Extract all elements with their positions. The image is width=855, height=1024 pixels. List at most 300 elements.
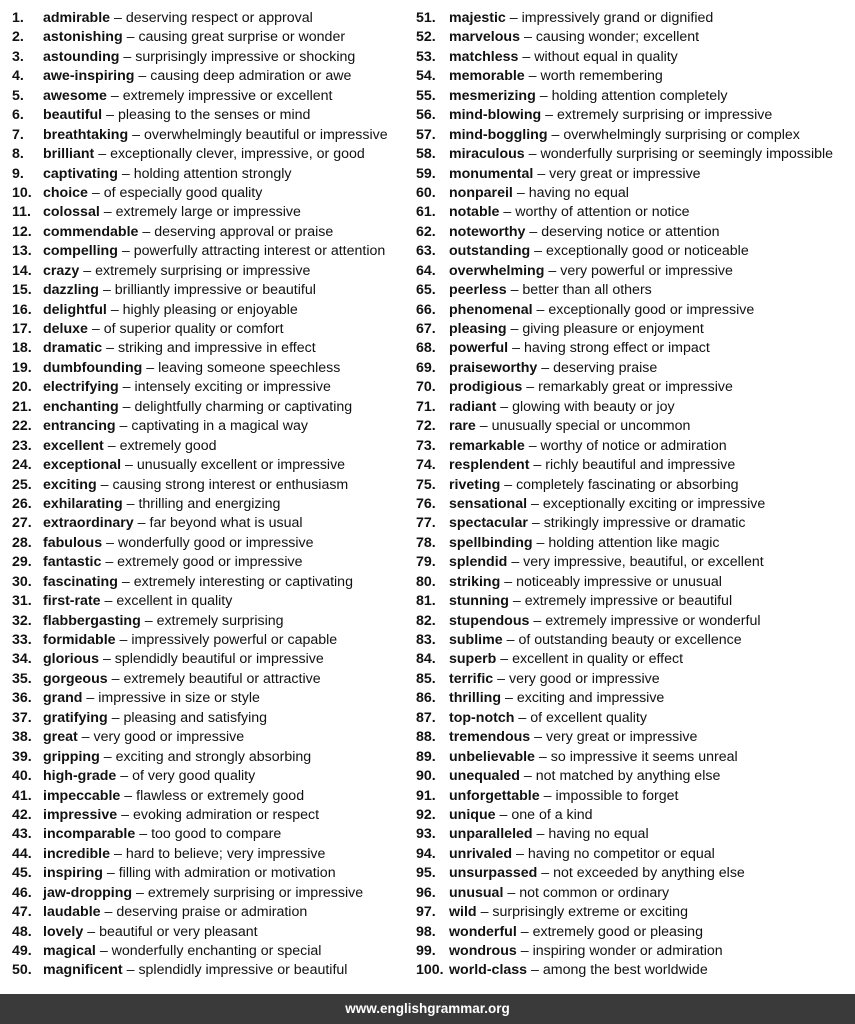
item-word: high-grade: [43, 768, 117, 785]
item-number: 52.: [416, 29, 436, 46]
item-definition: very great or impressive: [549, 165, 701, 182]
list-item: [416, 67, 852, 86]
item-word: inspiring: [43, 865, 103, 882]
item-separator: –: [504, 573, 513, 590]
list-item: [12, 417, 422, 436]
item-word: miraculous: [449, 146, 525, 163]
item-word: exciting: [43, 476, 97, 493]
item-definition: very impressive, beautiful, or excellent: [523, 554, 764, 571]
item-word: unforgettable: [449, 787, 540, 804]
item-separator: –: [121, 243, 130, 260]
item-word: fascinating: [43, 573, 118, 590]
list-item: [12, 378, 422, 397]
item-word: gorgeous: [43, 670, 108, 687]
item-separator: –: [103, 748, 112, 765]
list-item: [416, 612, 852, 631]
item-definition: having no equal: [548, 826, 649, 843]
item-separator: –: [138, 68, 147, 85]
list-item: [416, 689, 852, 708]
list-item: [12, 106, 422, 125]
item-word: captivating: [43, 165, 118, 182]
item-separator: –: [528, 146, 537, 163]
list-item: [416, 184, 852, 203]
list-item: [12, 767, 422, 786]
item-word: awe-inspiring: [43, 68, 135, 85]
item-number: 11.: [12, 204, 31, 221]
list-item: [416, 825, 852, 844]
item-definition: extremely good or impressive: [117, 554, 303, 571]
item-number: 98.: [416, 923, 436, 940]
item-separator: –: [81, 729, 90, 746]
list-item: [416, 534, 852, 553]
item-number: 28.: [12, 534, 32, 551]
item-word: world-class: [449, 962, 528, 979]
list-item: [416, 864, 852, 883]
item-separator: –: [106, 107, 114, 124]
item-separator: –: [126, 962, 135, 979]
item-number: 62.: [416, 223, 436, 240]
item-definition: intensely exciting or impressive: [134, 379, 331, 396]
item-definition: very great or impressive: [546, 729, 698, 746]
list-item: [416, 106, 852, 125]
item-number: 58.: [416, 146, 436, 163]
item-separator: –: [100, 476, 109, 493]
item-word: entrancing: [43, 418, 116, 435]
list-item: [12, 864, 422, 883]
item-number: 99.: [416, 943, 436, 959]
item-separator: –: [511, 554, 520, 571]
item-number: 97.: [416, 904, 436, 921]
list-item: [416, 48, 852, 67]
item-number: 17.: [12, 321, 32, 337]
item-definition: holding attention completely: [551, 87, 728, 104]
item-word: magical: [43, 943, 96, 959]
item-separator: –: [512, 340, 520, 357]
item-separator: –: [99, 943, 108, 959]
list-item: [12, 281, 422, 300]
item-word: wild: [449, 904, 477, 921]
item-definition: causing deep admiration or awe: [150, 68, 352, 85]
list-item: [416, 553, 852, 572]
item-separator: –: [91, 321, 100, 337]
item-number: 20.: [12, 379, 32, 396]
item-definition: extremely good: [119, 437, 217, 454]
list-item: [416, 437, 852, 456]
item-separator: –: [144, 612, 153, 629]
list-item: [12, 553, 422, 572]
item-definition: deserving approval or praise: [154, 223, 334, 240]
item-separator: –: [507, 884, 516, 901]
item-number: 67.: [416, 321, 436, 337]
item-separator: –: [86, 690, 95, 707]
item-word: compelling: [43, 243, 118, 260]
item-definition: extremely good or pleasing: [532, 923, 703, 940]
item-number: 2.: [12, 29, 24, 46]
item-number: 89.: [416, 748, 436, 765]
item-number: 27.: [12, 515, 32, 532]
item-separator: –: [126, 29, 135, 46]
list-item: [416, 787, 852, 806]
item-separator: –: [528, 68, 537, 85]
item-word: delightful: [43, 301, 107, 318]
item-number: 55.: [416, 87, 436, 104]
list-item: [12, 456, 422, 475]
item-number: 83.: [416, 632, 436, 648]
item-definition: so impressive it seems unreal: [550, 748, 738, 765]
item-definition: better than all others: [522, 282, 652, 299]
item-number: 13.: [12, 243, 32, 260]
list-item: [416, 961, 852, 980]
item-definition: evoking admiration or respect: [132, 806, 320, 823]
item-number: 77.: [416, 515, 436, 532]
item-definition: extremely impressive or wonderful: [545, 612, 761, 629]
item-number: 47.: [12, 904, 32, 921]
item-separator: –: [523, 768, 532, 785]
item-definition: worth remembering: [540, 68, 663, 85]
item-definition: remarkably great or impressive: [538, 379, 733, 396]
item-word: unique: [449, 806, 496, 823]
item-word: monumental: [449, 165, 534, 182]
list-item: [416, 28, 852, 47]
item-word: astonishing: [43, 29, 123, 46]
item-definition: deserving respect or approval: [125, 10, 313, 26]
item-number: 84.: [416, 651, 436, 668]
item-separator: –: [528, 437, 537, 454]
item-definition: exceptionally good or noticeable: [546, 243, 749, 260]
list-item: [416, 631, 852, 650]
item-word: extraordinary: [43, 515, 134, 532]
item-number: 30.: [12, 573, 32, 590]
item-number: 8.: [12, 146, 24, 163]
item-word: striking: [449, 573, 501, 590]
item-number: 7.: [12, 126, 24, 143]
item-number: 81.: [416, 593, 436, 610]
item-definition: extremely beautiful or attractive: [123, 670, 321, 687]
item-word: crazy: [43, 262, 80, 279]
item-separator: –: [520, 943, 529, 959]
item-definition: not exceeded by anything else: [553, 865, 745, 882]
item-number: 53.: [416, 48, 436, 65]
list-item: [12, 359, 422, 378]
item-separator: –: [98, 146, 107, 163]
item-separator: –: [110, 87, 119, 104]
item-definition: holding attention strongly: [133, 165, 292, 182]
item-separator: –: [531, 515, 540, 532]
item-definition: extremely impressive or beautiful: [524, 593, 733, 610]
item-word: brilliant: [43, 146, 95, 163]
item-definition: too good to compare: [151, 826, 282, 843]
item-number: 59.: [416, 165, 436, 182]
item-word: excellent: [43, 437, 104, 454]
item-word: notable: [449, 204, 500, 221]
list-item: [12, 650, 422, 669]
item-number: 6.: [12, 107, 24, 124]
item-word: exceptional: [43, 457, 122, 474]
item-separator: –: [83, 262, 92, 279]
item-separator: –: [504, 476, 513, 493]
list-item: [12, 9, 422, 28]
item-number: 96.: [416, 884, 436, 901]
item-number: 35.: [12, 670, 32, 687]
item-number: 4.: [12, 68, 24, 85]
list-item: [416, 165, 852, 184]
item-word: incredible: [43, 845, 111, 862]
list-item: [416, 573, 852, 592]
item-separator: –: [102, 282, 111, 299]
item-definition: surprisingly extreme or exciting: [492, 904, 688, 921]
item-separator: –: [545, 107, 554, 124]
item-definition: extremely surprising or impressive: [557, 107, 773, 124]
item-separator: –: [500, 398, 509, 415]
item-number: 50.: [12, 962, 32, 979]
list-item: [416, 709, 852, 728]
item-number: 24.: [12, 457, 32, 474]
item-separator: –: [529, 223, 538, 240]
item-separator: –: [125, 457, 133, 474]
item-number: 92.: [416, 806, 436, 823]
item-separator: –: [509, 10, 518, 26]
list-item: [416, 320, 852, 339]
list-item: [416, 767, 852, 786]
item-word: gripping: [43, 748, 100, 765]
item-definition: having no competitor or equal: [527, 845, 715, 862]
item-word: noteworthy: [449, 223, 526, 240]
list-item: [416, 748, 852, 767]
item-word: incomparable: [43, 826, 136, 843]
item-number: 37.: [12, 709, 32, 726]
item-number: 71.: [416, 398, 436, 415]
item-definition: extremely surprising or impressive: [147, 884, 364, 901]
item-number: 25.: [12, 476, 32, 493]
item-number: 42.: [12, 806, 32, 823]
item-separator: –: [106, 865, 115, 882]
item-word: impressive: [43, 806, 118, 823]
item-word: awesome: [43, 87, 107, 104]
item-word: outstanding: [449, 243, 531, 260]
item-number: 94.: [416, 845, 436, 862]
item-word: top-notch: [449, 709, 515, 726]
item-separator: –: [503, 204, 512, 221]
item-word: exhilarating: [43, 495, 123, 512]
item-separator: –: [518, 709, 527, 726]
list-item: [12, 534, 422, 553]
item-number: 21.: [12, 398, 32, 415]
list-item: [416, 456, 852, 475]
item-word: unparalleled: [449, 826, 533, 843]
item-number: 90.: [416, 768, 436, 785]
item-number: 14.: [12, 262, 32, 279]
item-definition: inspiring wonder or admiration: [532, 943, 723, 959]
item-separator: –: [523, 29, 532, 46]
item-separator: –: [504, 690, 513, 707]
list-item: [12, 942, 422, 961]
item-separator: –: [516, 184, 525, 201]
item-number: 41.: [12, 787, 32, 804]
item-separator: –: [548, 262, 557, 279]
item-definition: one of a kind: [511, 806, 593, 823]
item-definition: thrilling and energizing: [138, 495, 281, 512]
item-definition: without equal in quality: [534, 48, 678, 65]
item-separator: –: [119, 418, 128, 435]
list-item: [12, 184, 422, 203]
item-separator: –: [111, 709, 120, 726]
item-definition: striking and impressive in effect: [117, 340, 316, 357]
item-word: phenomenal: [449, 301, 533, 318]
list-item: [416, 262, 852, 281]
item-word: gratifying: [43, 709, 108, 726]
list-item: [12, 845, 422, 864]
item-separator: –: [512, 593, 521, 610]
item-number: 19.: [12, 359, 32, 376]
item-definition: extremely surprising: [156, 612, 284, 629]
item-number: 61.: [416, 204, 436, 221]
item-word: choice: [43, 184, 88, 201]
item-separator: –: [531, 962, 539, 979]
item-number: 43.: [12, 826, 32, 843]
list-item: [416, 398, 852, 417]
item-word: astounding: [43, 48, 120, 65]
list-item: [416, 495, 852, 514]
list-item: [12, 48, 422, 67]
item-definition: extremely impressive or excellent: [122, 87, 333, 104]
item-separator: –: [132, 126, 140, 143]
item-definition: far beyond what is usual: [149, 515, 303, 532]
list-item: [416, 223, 852, 242]
list-item: [12, 592, 422, 611]
item-word: magnificent: [43, 962, 123, 979]
item-definition: having no equal: [528, 184, 629, 201]
item-definition: pleasing to the senses or mind: [117, 107, 311, 124]
list-item: [12, 262, 422, 281]
item-separator: –: [110, 301, 119, 318]
item-number: 49.: [12, 943, 32, 959]
item-definition: causing wonder; excellent: [535, 29, 700, 46]
item-word: unsurpassed: [449, 865, 538, 882]
list-item: [12, 825, 422, 844]
list-item: [12, 884, 422, 903]
item-definition: exceptionally good or impressive: [548, 301, 755, 318]
list-item: [416, 339, 852, 358]
word-list-right-column: [416, 9, 852, 981]
item-separator: –: [536, 534, 545, 551]
item-number: 15.: [12, 282, 32, 299]
item-number: 33.: [12, 632, 32, 648]
list-item: [12, 573, 422, 592]
item-separator: –: [534, 729, 543, 746]
item-definition: extremely interesting or captivating: [133, 573, 353, 590]
item-number: 3.: [12, 48, 24, 65]
item-definition: extremely large or impressive: [115, 204, 301, 221]
item-definition: not common or ordinary: [519, 884, 670, 901]
item-definition: holding attention like magic: [548, 534, 720, 551]
word-list-left-column: [12, 9, 422, 981]
item-word: radiant: [449, 398, 497, 415]
list-item: [12, 612, 422, 631]
item-word: wonderful: [449, 923, 517, 940]
item-number: 79.: [416, 554, 436, 571]
item-separator: –: [500, 651, 509, 668]
item-definition: excellent in quality: [116, 593, 233, 610]
item-word: majestic: [449, 10, 506, 26]
item-separator: –: [480, 904, 489, 921]
item-definition: causing strong interest or enthusiasm: [112, 476, 349, 493]
item-number: 63.: [416, 243, 436, 260]
item-separator: –: [510, 321, 519, 337]
item-separator: –: [510, 282, 519, 299]
list-item: [416, 9, 852, 28]
item-separator: –: [91, 184, 100, 201]
item-word: powerful: [449, 340, 509, 357]
item-word: breathtaking: [43, 126, 129, 143]
item-definition: completely fascinating or absorbing: [516, 476, 739, 493]
item-separator: –: [538, 748, 547, 765]
item-word: colossal: [43, 204, 100, 221]
item-definition: excellent in quality or effect: [512, 651, 684, 668]
item-definition: richly beautiful and impressive: [545, 457, 736, 474]
item-word: flabbergasting: [43, 612, 141, 629]
item-word: sublime: [449, 632, 503, 648]
item-number: 12.: [12, 223, 32, 240]
item-definition: worthy of notice or admiration: [540, 437, 727, 454]
item-definition: noticeably impressive or unusual: [516, 573, 722, 590]
item-separator: –: [522, 48, 531, 65]
item-word: mind-boggling: [449, 126, 548, 143]
list-item: [416, 359, 852, 378]
item-definition: hard to believe; very impressive: [125, 845, 326, 862]
item-word: commendable: [43, 223, 139, 240]
item-word: prodigious: [449, 379, 523, 396]
list-item: [416, 845, 852, 864]
item-separator: –: [543, 787, 552, 804]
item-number: 66.: [416, 301, 436, 318]
list-item: [12, 495, 422, 514]
item-separator: –: [142, 223, 151, 240]
item-separator: –: [531, 495, 539, 512]
item-number: 26.: [12, 495, 32, 512]
item-number: 46.: [12, 884, 32, 901]
item-word: great: [43, 729, 78, 746]
item-definition: exciting and strongly absorbing: [115, 748, 312, 765]
item-word: unusual: [449, 884, 504, 901]
item-definition: brilliantly impressive or beautiful: [114, 282, 316, 299]
item-definition: delightfully charming or captivating: [134, 398, 353, 415]
item-word: admirable: [43, 10, 111, 26]
item-number: 18.: [12, 340, 32, 357]
item-word: enchanting: [43, 398, 119, 415]
item-word: unbelievable: [449, 748, 535, 765]
list-item: [12, 320, 422, 339]
item-word: spellbinding: [449, 534, 533, 551]
item-word: deluxe: [43, 321, 88, 337]
item-word: tremendous: [449, 729, 531, 746]
item-definition: wonderfully enchanting or special: [111, 943, 322, 959]
list-item: [416, 923, 852, 942]
item-definition: deserving praise: [553, 359, 658, 376]
item-separator: –: [124, 787, 133, 804]
item-number: 38.: [12, 729, 32, 746]
list-item: [12, 223, 422, 242]
item-number: 93.: [416, 826, 436, 843]
list-item: [12, 203, 422, 222]
item-definition: impressive in size or style: [98, 690, 260, 707]
item-definition: deserving notice or attention: [541, 223, 720, 240]
item-word: riveting: [449, 476, 501, 493]
item-definition: beautiful or very pleasant: [99, 923, 258, 940]
item-word: fantastic: [43, 554, 102, 571]
item-definition: unusually special or uncommon: [491, 418, 691, 435]
item-number: 36.: [12, 690, 32, 707]
item-word: unrivaled: [449, 845, 513, 862]
